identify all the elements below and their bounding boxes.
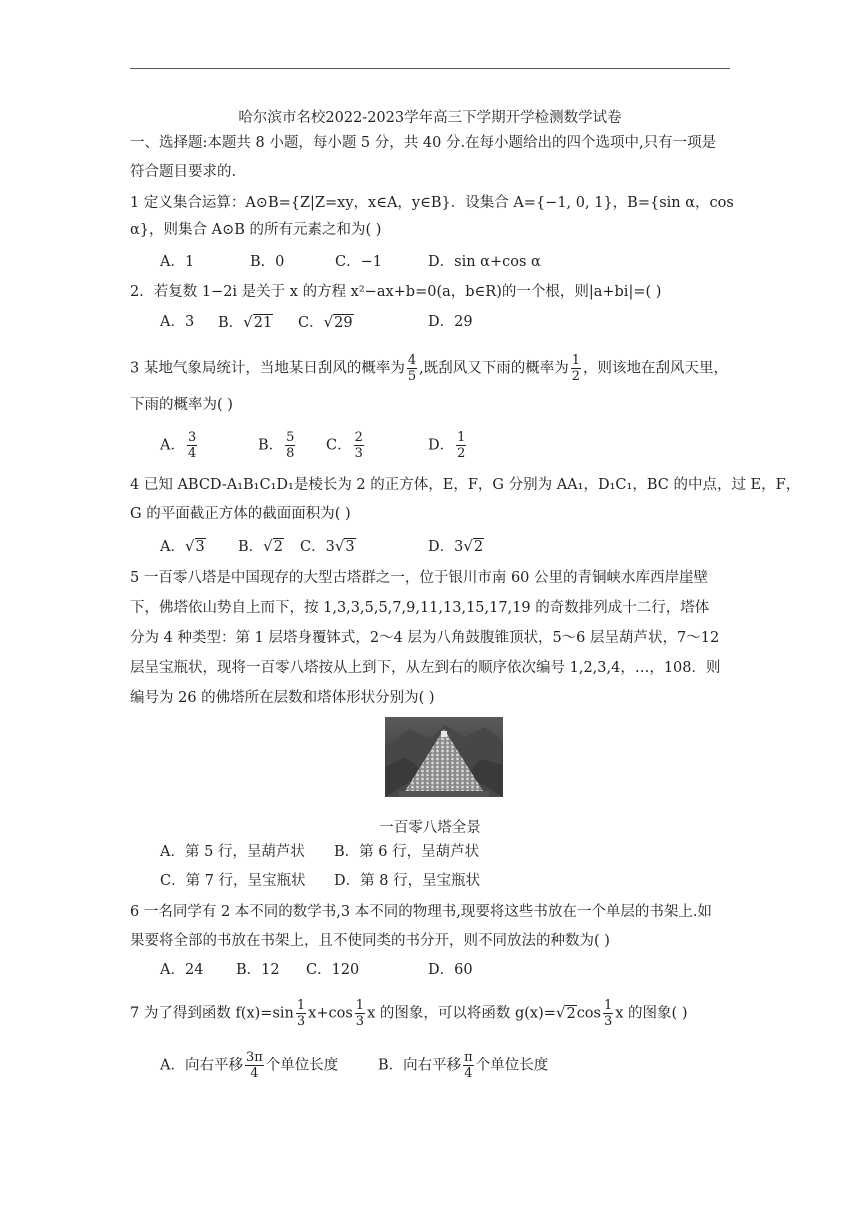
q7-option-b-post: 个单位长度 xyxy=(475,1057,549,1074)
q5-option-b: B．第 6 行，呈葫芦状 xyxy=(334,844,480,860)
numerator: 1 xyxy=(457,430,466,445)
q7-stem-post: x 的图象( ) xyxy=(615,1005,688,1022)
q7-fraction-2 xyxy=(355,998,365,1029)
q2-stem: 2．若复数 1−2i 是关于 x 的方程 x²−ax+b=0(a，b∈R)的一个根，则|a+bi|=( ) xyxy=(130,284,662,300)
q7-stem-pre: 7 为了得到函数 f(x)=sin xyxy=(130,1005,294,1022)
q3-stem-line2: 下雨的概率为( ) xyxy=(130,397,233,413)
sqrt-symbol: √ xyxy=(184,537,195,555)
q7-fraction-3 xyxy=(603,998,613,1029)
numerator: 5 xyxy=(286,430,295,445)
q3-option-a-fraction xyxy=(187,430,197,461)
q1-option-b: B．0 xyxy=(250,254,285,270)
q4-option-a xyxy=(160,536,206,557)
denominator: 3 xyxy=(354,446,363,461)
denominator: 3 xyxy=(603,1014,613,1029)
q3-option-d-label: D． xyxy=(428,437,455,454)
header-rule xyxy=(130,68,730,69)
q1-option-a: A．1 xyxy=(160,254,195,270)
numerator: 3 xyxy=(187,430,197,445)
q5-stem-line2: 下，佛塔依山势自上而下，按 1,3,3,5,5,7,9,11,13,15,17,19 的奇数排列成十二行，塔体 xyxy=(130,600,710,616)
q5-stem-line4: 层呈宝瓶状，现将一百零八塔按从上到下，从左到右的顺序依次编号 1,2,3,4，…，108．则 xyxy=(130,660,721,676)
pagoda-photo-illustration xyxy=(385,717,503,797)
q1-stem-line1: 1 定义集合运算：A⊙B={Z|Z=xy，x∈A，y∈B}．设集合 A={−1, 0, 1}，B={sin α，cos xyxy=(130,195,734,211)
q3-option-c xyxy=(326,430,366,461)
q6-stem-line1: 6 一名同学有 2 本不同的数学书,3 本不同的物理书,现要将这些书放在一个单层的书架上.如 xyxy=(130,904,712,920)
denominator: 4 xyxy=(464,1066,473,1081)
sqrt-symbol: √ xyxy=(334,537,345,555)
q3-f2-numerator: 1 xyxy=(571,353,581,368)
q7-option-b xyxy=(378,1050,548,1081)
q5-stem-line1: 5 一百零八塔是中国现存的大型古塔群之一，位于银川市南 60 公里的青铜峡水库西岸崖壁 xyxy=(130,570,708,586)
q3-option-d xyxy=(428,430,468,461)
q6-option-d: D．60 xyxy=(428,962,473,978)
sqrt-symbol: √ xyxy=(555,1003,566,1022)
q5-option-c: C．第 7 行，呈宝瓶状 xyxy=(160,873,306,889)
q4-option-c-radicand: 3 xyxy=(345,539,355,555)
q2-option-d: D．29 xyxy=(428,314,473,330)
numerator: 1 xyxy=(603,998,613,1013)
q7-radicand: 2 xyxy=(566,1005,576,1022)
q4-option-d-label: D．3 xyxy=(428,539,464,555)
q3-option-c-label: C． xyxy=(326,437,352,454)
q3-stem-line1 xyxy=(130,353,728,384)
numerator: 2 xyxy=(354,430,363,445)
q1-stem-line2: α}，则集合 A⊙B 的所有元素之和为( ) xyxy=(130,222,382,238)
q4-option-b xyxy=(238,536,284,557)
q3-stem-mid: ,既刮风又下雨的概率为 xyxy=(419,360,569,377)
q6-option-a: A．24 xyxy=(160,962,204,978)
numerator: 1 xyxy=(355,998,365,1013)
q5-stem-line3: 分为 4 种类型：第 1 层塔身覆钵式，2～4 层为八角鼓腹锥顶状，5～6 层呈葫芦状，7～12 xyxy=(130,630,720,646)
q5-option-d: D．第 8 行，呈宝瓶状 xyxy=(334,873,481,889)
q7-option-a-post: 个单位长度 xyxy=(265,1057,339,1074)
q6-option-b: B．12 xyxy=(236,962,280,978)
q7-option-a-fraction xyxy=(245,1050,264,1081)
q7-option-b-fraction xyxy=(463,1050,474,1081)
denominator: 4 xyxy=(187,446,197,461)
sqrt-symbol: √ xyxy=(243,313,253,331)
q3-f1-denominator: 5 xyxy=(407,369,417,384)
sqrt-symbol: √ xyxy=(323,313,334,331)
q4-option-d xyxy=(428,536,484,557)
q3-option-b xyxy=(258,430,297,461)
q2-option-c xyxy=(298,312,354,333)
q2-option-b-radicand: 21 xyxy=(253,315,273,331)
q3-option-a-label: A． xyxy=(160,437,185,454)
denominator: 8 xyxy=(286,446,295,461)
q3-stem-pre: 3 某地气象局统计，当地某日刮风的概率为 xyxy=(130,360,405,377)
q7-option-b-pre: B．向右平移 xyxy=(378,1057,462,1074)
q6-stem-line2: 果要将全部的书放在书架上，且不使同类的书分开，则不同放法的种数为( ) xyxy=(130,933,610,949)
numerator: 1 xyxy=(296,998,306,1013)
denominator: 3 xyxy=(355,1014,365,1029)
q3-f2-denominator: 2 xyxy=(571,369,581,384)
page-title: 哈尔滨市名校2022-2023学年高三下学期开学检测数学试卷 xyxy=(238,110,622,126)
q4-option-c xyxy=(300,536,356,557)
q7-stem-mid3: cos xyxy=(576,1005,601,1022)
q4-stem-line2: G 的平面截正方体的截面面积为( ) xyxy=(130,506,351,522)
q3-option-b-fraction xyxy=(285,430,295,461)
section-header-line1: 一、选择题:本题共 8 小题，每小题 5 分，共 40 分.在每小题给出的四个选项中,只有一项是 xyxy=(130,135,717,151)
section-header-line2: 符合题目要求的. xyxy=(130,164,237,180)
q5-option-a: A．第 5 行，呈葫芦状 xyxy=(160,844,305,860)
q3-option-c-fraction xyxy=(354,430,364,461)
denominator: 4 xyxy=(250,1066,259,1081)
q4-option-a-label: A． xyxy=(160,539,185,555)
q3-option-d-fraction xyxy=(456,430,466,461)
q7-fraction-1 xyxy=(296,998,306,1029)
numerator: 3π xyxy=(245,1050,263,1065)
q7-stem-mid1: x+cos xyxy=(308,1005,353,1022)
q4-option-c-label: C．3 xyxy=(300,539,335,555)
q3-f1-numerator: 4 xyxy=(407,353,417,368)
q7-stem-mid2: x 的图象，可以将函数 g(x)= xyxy=(367,1005,556,1022)
q3-fraction-wind xyxy=(407,353,417,384)
sqrt-symbol: √ xyxy=(463,537,473,555)
q2-option-c-radicand: 29 xyxy=(334,315,353,331)
numerator: π xyxy=(464,1050,473,1065)
q4-option-b-radicand: 2 xyxy=(273,539,283,555)
q4-option-a-radicand: 3 xyxy=(195,539,205,555)
q2-option-b xyxy=(218,312,273,333)
q3-stem-post: ，则该地在刮风天里， xyxy=(583,360,729,377)
q7-stem xyxy=(130,998,687,1029)
pagoda-photo-caption: 一百零八塔全景 xyxy=(379,820,481,836)
q1-option-c: C．−1 xyxy=(335,254,382,270)
q2-option-a: A．3 xyxy=(160,314,195,330)
q7-option-a xyxy=(160,1050,338,1081)
denominator: 2 xyxy=(457,446,466,461)
q3-fraction-wind-rain xyxy=(571,353,581,384)
q5-stem-line5: 编号为 26 的佛塔所在层数和塔体形状分别为( ) xyxy=(130,690,435,706)
q4-option-b-label: B． xyxy=(238,539,264,555)
q3-option-b-label: B． xyxy=(258,437,284,454)
q6-option-c: C．120 xyxy=(306,962,360,978)
q4-option-d-radicand: 2 xyxy=(473,539,484,555)
q4-stem-line1: 4 已知 ABCD-A₁B₁C₁D₁是棱长为 2 的正方体，E，F，G 分别为 AA₁，D₁C₁，BC 的中点，过 E，F， xyxy=(130,477,801,493)
q2-option-c-label: C． xyxy=(298,315,324,331)
denominator: 3 xyxy=(296,1014,306,1029)
q1-option-d: D．sin α+cos α xyxy=(428,254,541,270)
q7-option-a-pre: A．向右平移 xyxy=(160,1057,243,1074)
q3-option-a xyxy=(160,430,199,461)
q2-option-b-label: B． xyxy=(218,315,244,331)
pagoda-photo xyxy=(385,717,503,797)
sqrt-symbol: √ xyxy=(263,537,273,555)
